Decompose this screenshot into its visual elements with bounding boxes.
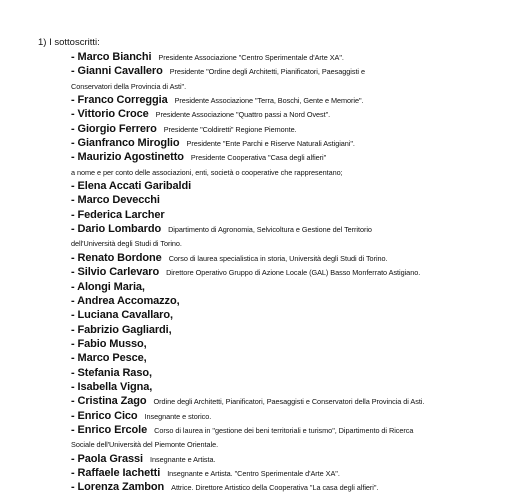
signatory-entry <box>71 365 496 379</box>
signatory-name: - Fabio Musso, <box>71 337 147 350</box>
signatory-description: Insegnante e storico. <box>144 411 212 421</box>
signatory-entry <box>71 479 496 493</box>
signatory-entry <box>71 379 496 393</box>
signatory-entry <box>71 451 496 465</box>
signatory-name: - Maurizio Agostinetto <box>71 151 184 164</box>
signatory-name: - Fabrizio Gagliardi, <box>71 323 172 336</box>
signatory-description: Ordine degli Architetti, Pianificatori, Paesaggisti e Conservatori della Provincia di Asti. <box>153 397 425 407</box>
signatory-description: Corso di laurea in "gestione dei beni territoriali e turismo", Dipartimento di Ricerca <box>154 425 414 435</box>
signatory-list <box>71 49 496 494</box>
signatory-description: Presidente Associazione "Terra, Boschi, Gente e Memorie". <box>174 96 364 106</box>
signatory-name: - Gianni Cavallero <box>71 65 163 78</box>
signatory-name: - Lorenza Zambon <box>71 481 165 494</box>
signatory-name: - Alongi Maria, <box>71 280 145 293</box>
signatory-entry <box>71 307 496 321</box>
signatory-entry <box>71 221 496 235</box>
signatory-entry <box>71 264 496 278</box>
signatory-entry <box>71 149 496 163</box>
signatory-entry <box>71 49 496 63</box>
signatory-name: - Raffaele Iachetti <box>71 466 161 479</box>
signatory-name: - Silvio Carlevaro <box>71 266 160 279</box>
signatory-name: - Marco Pesce, <box>71 352 147 365</box>
continuation-line <box>71 78 496 92</box>
signatory-description: Direttore Operativo Gruppo di Azione Locale (GAL) Basso Monferrato Astigiano. <box>166 268 421 278</box>
continuation-line <box>71 164 496 178</box>
section-heading: 1) I sottoscritti: <box>38 37 100 48</box>
signatory-description: Dipartimento di Agronomia, Selvicoltura e Gestione del Territorio <box>168 225 372 235</box>
signatory-name: - Cristina Zago <box>71 395 147 408</box>
signatory-entry <box>71 250 496 264</box>
signatory-name: - Dario Lombardo <box>71 223 162 236</box>
signatory-description: Corso di laurea specialistica in storia, Università degli Studi di Torino. <box>168 253 388 263</box>
signatory-description: Insegnante e Artista. "Centro Sperimentale d'Arte XA". <box>167 468 340 478</box>
signatory-description: Presidente "Coldiretti" Regione Piemonte. <box>163 124 297 134</box>
signatory-name: - Federica Larcher <box>71 208 165 221</box>
signatory-name: - Franco Correggia <box>71 94 168 107</box>
signatory-name: - Paola Grassi <box>71 452 143 465</box>
signatory-entry <box>71 192 496 206</box>
signatory-description: dell'Università degli Studi di Torino. <box>71 239 182 249</box>
signatory-name: - Elena Accati Garibaldi <box>71 180 192 193</box>
signatory-entry <box>71 207 496 221</box>
signatory-name: - Giorgio Ferrero <box>71 122 157 135</box>
signatory-description: Conservatori della Provincia di Asti". <box>71 81 187 91</box>
signatory-entry <box>71 336 496 350</box>
continuation-line <box>71 235 496 249</box>
signatory-description: Presidente Associazione "Centro Sperimentale d'Arte XA". <box>158 53 344 62</box>
signatory-name: - Marco Devecchi <box>71 194 160 207</box>
signatory-description: Presidente Associazione "Quattro passi a Nord Ovest". <box>155 110 331 120</box>
signatory-description: Presidente "Ente Parchi e Riserve Naturali Astigiani". <box>186 139 355 149</box>
signatory-entry <box>71 350 496 364</box>
signatory-entry <box>71 279 496 293</box>
signatory-entry <box>71 465 496 479</box>
signatory-name: - Luciana Cavallaro, <box>71 309 173 322</box>
signatory-entry <box>71 293 496 307</box>
continuation-line <box>71 436 496 450</box>
signatory-entry <box>71 408 496 422</box>
signatory-description: Attrice. Direttore Artistico della Cooperativa "La casa degli alfieri". <box>171 483 379 493</box>
signatory-name: - Stefania Raso, <box>71 366 152 379</box>
signatory-entry <box>71 92 496 106</box>
signatory-description: Presidente Cooperativa "Casa degli alfieri" <box>190 153 327 163</box>
signatory-entry <box>71 422 496 436</box>
signatory-name: - Renato Bordone <box>71 251 162 264</box>
signatory-name: - Enrico Ercole <box>71 423 148 436</box>
signatory-description: a nome e per conto delle associazioni, enti, società o cooperative che rappresentano; <box>71 167 343 177</box>
signatory-entry <box>71 393 496 407</box>
signatory-name: - Isabella Vigna, <box>71 380 153 393</box>
signatory-description: Insegnante e Artista. <box>149 454 216 464</box>
signatory-name: - Gianfranco Miroglio <box>71 137 180 150</box>
signatory-name: - Enrico Cico <box>71 409 138 422</box>
signatory-name: - Marco Bianchi <box>71 51 152 63</box>
signatory-entry <box>71 121 496 135</box>
signatory-description: Presidente "Ordine degli Architetti, Pianificatori, Paesaggisti e <box>169 67 365 77</box>
signatory-name: - Andrea Accomazzo, <box>71 294 180 307</box>
signatory-entry <box>71 178 496 192</box>
signatory-entry <box>71 63 496 77</box>
signatory-description: Sociale dell'Università del Piemonte Orientale. <box>71 440 219 450</box>
signatory-name: - Vittorio Croce <box>71 108 149 121</box>
signatory-entry <box>71 135 496 149</box>
signatory-entry <box>71 322 496 336</box>
signatory-entry <box>71 106 496 120</box>
